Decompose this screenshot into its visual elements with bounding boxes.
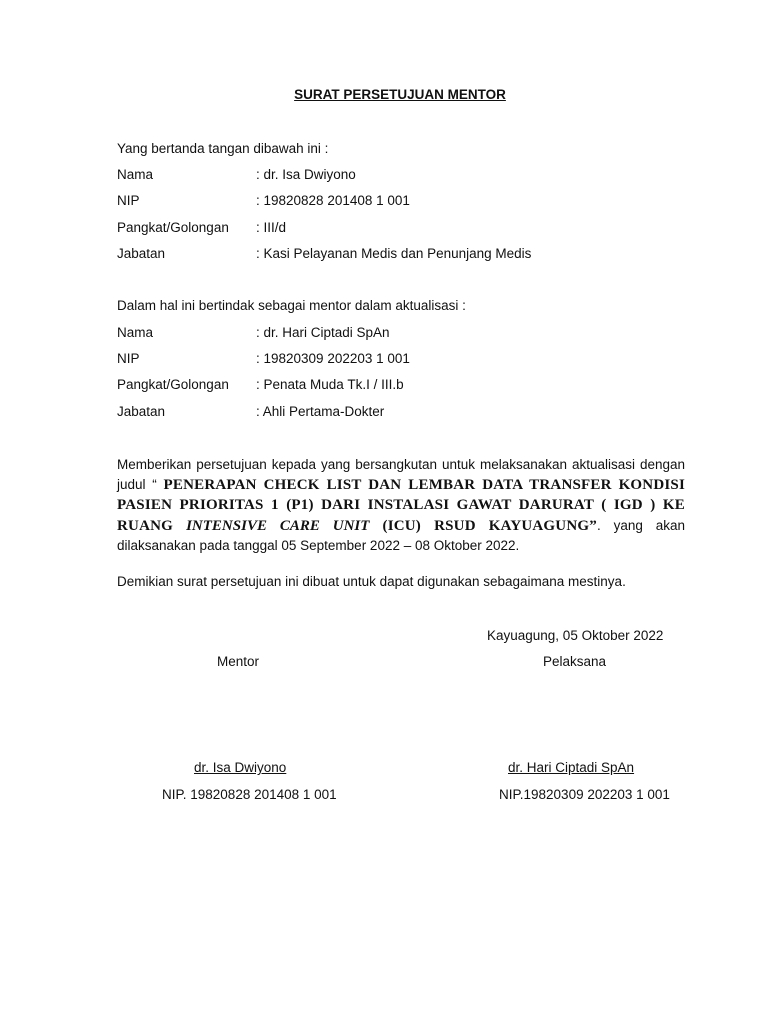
activity-title-italic: INTENSIVE CARE UNIT bbox=[186, 517, 370, 534]
field-label: Jabatan bbox=[117, 404, 166, 419]
field-label: NIP bbox=[117, 351, 140, 366]
mentee-rank-row bbox=[117, 377, 404, 392]
field-value: : dr. Isa Dwiyono bbox=[256, 167, 356, 182]
field-value: : Kasi Pelayanan Medis dan Penunjang Medis bbox=[256, 246, 532, 261]
mentor-signature-nip: NIP. 19820828 201408 1 001 bbox=[162, 787, 337, 802]
field-value: : 19820309 202203 1 001 bbox=[256, 351, 410, 366]
field-value: : dr. Hari Ciptadi SpAn bbox=[256, 325, 390, 340]
field-label: NIP bbox=[117, 193, 140, 208]
mentee-nip-row bbox=[117, 351, 410, 366]
mentor-signature-name: dr. Isa Dwiyono bbox=[194, 760, 287, 775]
implementer-signature-name: dr. Hari Ciptadi SpAn bbox=[508, 760, 635, 775]
field-label: Pangkat/Golongan bbox=[117, 377, 229, 392]
mentor-rank-row bbox=[117, 220, 286, 235]
activity-title-end: (ICU) RSUD KAYUAGUNG” bbox=[369, 517, 597, 534]
mentee-position-row bbox=[117, 404, 384, 419]
field-value: : Ahli Pertama-Dokter bbox=[256, 404, 385, 419]
approval-text-end: . yang akan dilaksanakan pada tanggal 05 September 2022 – 08 Oktober 2022. bbox=[117, 517, 686, 553]
approval-paragraph bbox=[117, 455, 685, 556]
closing-text: Demikian surat persetujuan ini dibuat untuk dapat digunakan sebagaimana mestinya. bbox=[117, 574, 626, 589]
mentor-nip-row bbox=[117, 193, 410, 208]
field-value: : III/d bbox=[256, 220, 287, 235]
field-label: Pangkat/Golongan bbox=[117, 220, 229, 235]
mentor-role-label: Mentor bbox=[217, 654, 260, 669]
mentor-name-row bbox=[117, 167, 356, 182]
mentee-intro-text: Dalam hal ini bertindak sebagai mentor dalam aktualisasi : bbox=[117, 298, 466, 313]
field-value: : 19820828 201408 1 001 bbox=[256, 193, 410, 208]
implementer-role-label: Pelaksana bbox=[543, 654, 607, 669]
letter-title: SURAT PERSETUJUAN MENTOR bbox=[294, 87, 506, 102]
implementer-signature-nip: NIP.19820309 202203 1 001 bbox=[499, 787, 670, 802]
approval-text-start: Memberikan persetujuan kepada yang bersangkutan untuk melaksanakan aktualisasi dengan judul “ bbox=[117, 457, 685, 492]
field-label: Nama bbox=[117, 167, 154, 182]
field-label: Jabatan bbox=[117, 246, 166, 261]
place-date: Kayuagung, 05 Oktober 2022 bbox=[487, 628, 664, 643]
mentee-name-row bbox=[117, 325, 390, 340]
mentor-position-row bbox=[117, 246, 531, 261]
intro-text: Yang bertanda tangan dibawah ini : bbox=[117, 141, 329, 156]
field-value: : Penata Muda Tk.I / III.b bbox=[256, 377, 404, 392]
activity-title: PENERAPAN CHECK LIST DAN LEMBAR DATA TRANSFER KONDISI PASIEN PRIORITAS 1 (P1) DARI INSTALASI GAWAT DARURAT ( IGD ) KE RUANG bbox=[117, 476, 685, 534]
field-label: Nama bbox=[117, 325, 154, 340]
